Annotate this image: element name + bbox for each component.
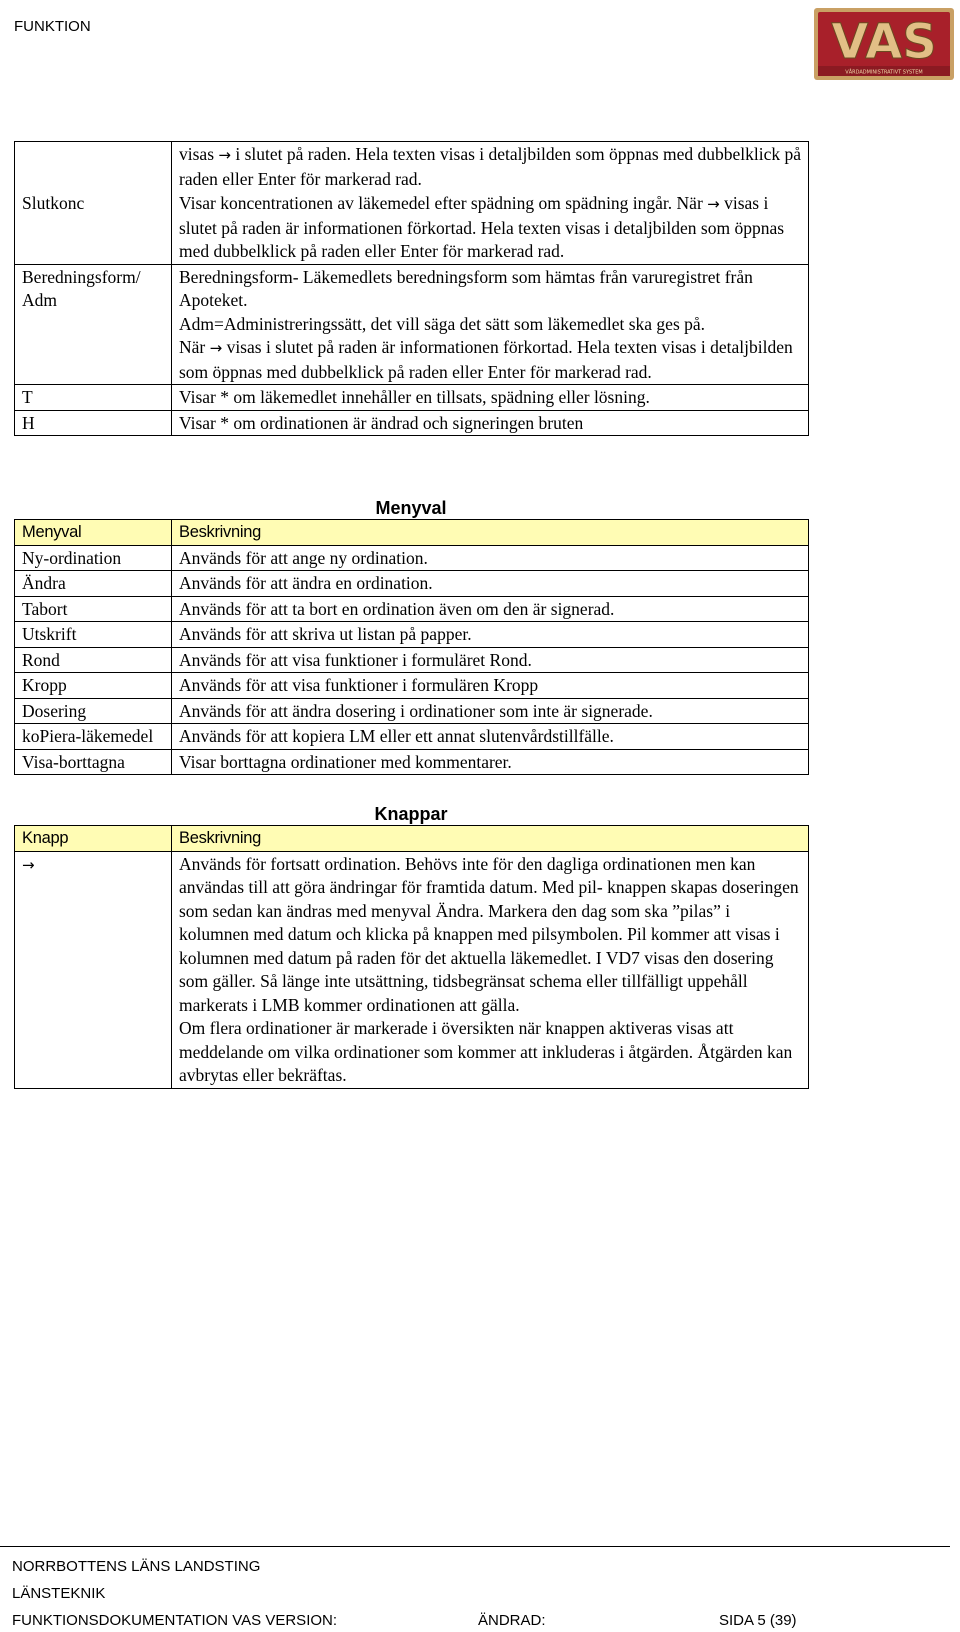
arrow-icon: →	[22, 855, 35, 874]
menu-desc: Används för att skriva ut listan på papper.	[172, 622, 809, 648]
menu-term: Tabort	[15, 596, 172, 622]
menu-term: Kropp	[15, 673, 172, 699]
term-cell: Slutkonc	[15, 191, 172, 264]
arrow-icon: →	[209, 339, 223, 357]
table-row	[15, 724, 809, 750]
menu-desc: Används för att visa funktioner i formuläret Rond.	[172, 647, 809, 673]
menu-term: Ändra	[15, 571, 172, 597]
table-row	[15, 596, 809, 622]
menu-term: Visa-borttagna	[15, 749, 172, 775]
menu-desc: Används för att ange ny ordination.	[172, 545, 809, 571]
menyval-title: Menyval	[375, 498, 447, 518]
footer-doc: FUNKTIONSDOKUMENTATION VAS VERSION:	[12, 1612, 338, 1629]
footer-changed: ÄNDRAD:	[478, 1612, 546, 1629]
desc-cell: Visar * om läkemedlet innehåller en tillsats, spädning eller lösning.	[172, 385, 809, 411]
menu-term: koPiera-läkemedel	[15, 724, 172, 750]
table-row	[15, 698, 809, 724]
menu-term: Rond	[15, 647, 172, 673]
desc-cell: Visar koncentrationen av läkemedel efter spädning om spädning ingår. När → visas i slutet på raden är informationen förkortad. Hela texten visas i detaljbilden som öppnas med dubbelklick på raden eller Enter för markerad rad.	[172, 191, 809, 264]
table-header-row	[15, 826, 809, 852]
footer-page: SIDA 5 (39)	[719, 1612, 797, 1629]
logo-tagline: VÅRDADMINISTRATIVT SYSTEM	[845, 69, 923, 76]
menu-desc: Används för att visa funktioner i formulären Kropp	[172, 673, 809, 699]
knappar-title: Knappar	[374, 804, 448, 824]
logo-text: VAS	[831, 14, 937, 70]
menu-desc: Visar borttagna ordinationer med kommentarer.	[172, 749, 809, 775]
table-row	[15, 571, 809, 597]
column-header: Knapp	[15, 826, 172, 852]
table-row	[15, 673, 809, 699]
footer-dept: LÄNSTEKNIK	[12, 1585, 106, 1602]
footer-divider	[0, 1546, 950, 1547]
term-cell: H	[15, 410, 172, 436]
footer-org: NORRBOTTENS LÄNS LANDSTING	[12, 1558, 261, 1575]
vas-logo	[814, 8, 954, 80]
menu-term: Dosering	[15, 698, 172, 724]
table-header-row	[15, 520, 809, 546]
button-desc: Används för fortsatt ordination. Behövs inte för den dagliga ordinationen men kan användas till att göra ändringar för framtida datum. Med pil- knappen skapas doseringen som sedan kan ändras med menyval Ändra. Markera den dag som ska ”pilas” i kolumnen med datum och klicka på knappen med pilsymbolen. Pil kommer att visas i kolumnen med datum på raden för det aktuella läkemedlet. I VD7 visas den dosering som gäller. Så länge inte utsättning, tidsbegränsat schema eller tillfälligt uppehåll markerats i LMB kommer ordinationen att gälla. Om flera ordinationer är markerade i översikten när knappen aktiveras visas att meddelande om vilka ordinationer som kommer att inkluderas i åtgärden. Åtgärden kan avbrytas eller bekräftas.	[172, 851, 809, 1088]
menu-desc: Används för att ta bort en ordination även om den är signerad.	[172, 596, 809, 622]
table-row	[15, 142, 809, 192]
table-row	[15, 410, 809, 436]
table-row	[15, 749, 809, 775]
knappar-table	[14, 825, 809, 1089]
table-row	[15, 622, 809, 648]
table-row	[15, 385, 809, 411]
menu-term: Utskrift	[15, 622, 172, 648]
menu-desc: Används för att kopiera LM eller ett annat slutenvårdstillfälle.	[172, 724, 809, 750]
table-row	[15, 191, 809, 264]
table-row	[15, 264, 809, 385]
header-section-label: FUNKTION	[14, 18, 91, 35]
desc-cell: Visar * om ordinationen är ändrad och signeringen bruten	[172, 410, 809, 436]
desc-cell: Beredningsform- Läkemedlets beredningsform som hämtas från varuregistret från Apoteket. Adm=Administreringssätt, det vill säga det sätt som läkemedlet ska ges på. När → visas i slutet på raden är informationen förkortad. Hela texten visas i detaljbilden som öppnas med dubbelklick på raden eller Enter för markerad rad.	[172, 264, 809, 385]
menyval-table	[14, 519, 809, 775]
table-row	[15, 545, 809, 571]
menu-desc: Används för att ändra en ordination.	[172, 571, 809, 597]
arrow-icon: →	[707, 195, 720, 213]
term-cell: T	[15, 385, 172, 411]
table-row	[15, 647, 809, 673]
column-header: Beskrivning	[172, 520, 809, 546]
arrow-icon: →	[218, 146, 231, 164]
column-header: Menyval	[15, 520, 172, 546]
desc-cell: visas → i slutet på raden. Hela texten visas i detaljbilden som öppnas med dubbelklick på raden eller Enter för markerad rad.	[172, 142, 809, 192]
menu-term: Ny-ordination	[15, 545, 172, 571]
menu-desc: Används för att ändra dosering i ordinationer som inte är signerade.	[172, 698, 809, 724]
term-cell: Beredningsform/ Adm	[15, 264, 172, 385]
column-header: Beskrivning	[172, 826, 809, 852]
field-description-table	[14, 141, 809, 436]
table-row	[15, 851, 809, 1088]
term-cell	[15, 142, 172, 192]
button-term	[15, 851, 172, 1088]
